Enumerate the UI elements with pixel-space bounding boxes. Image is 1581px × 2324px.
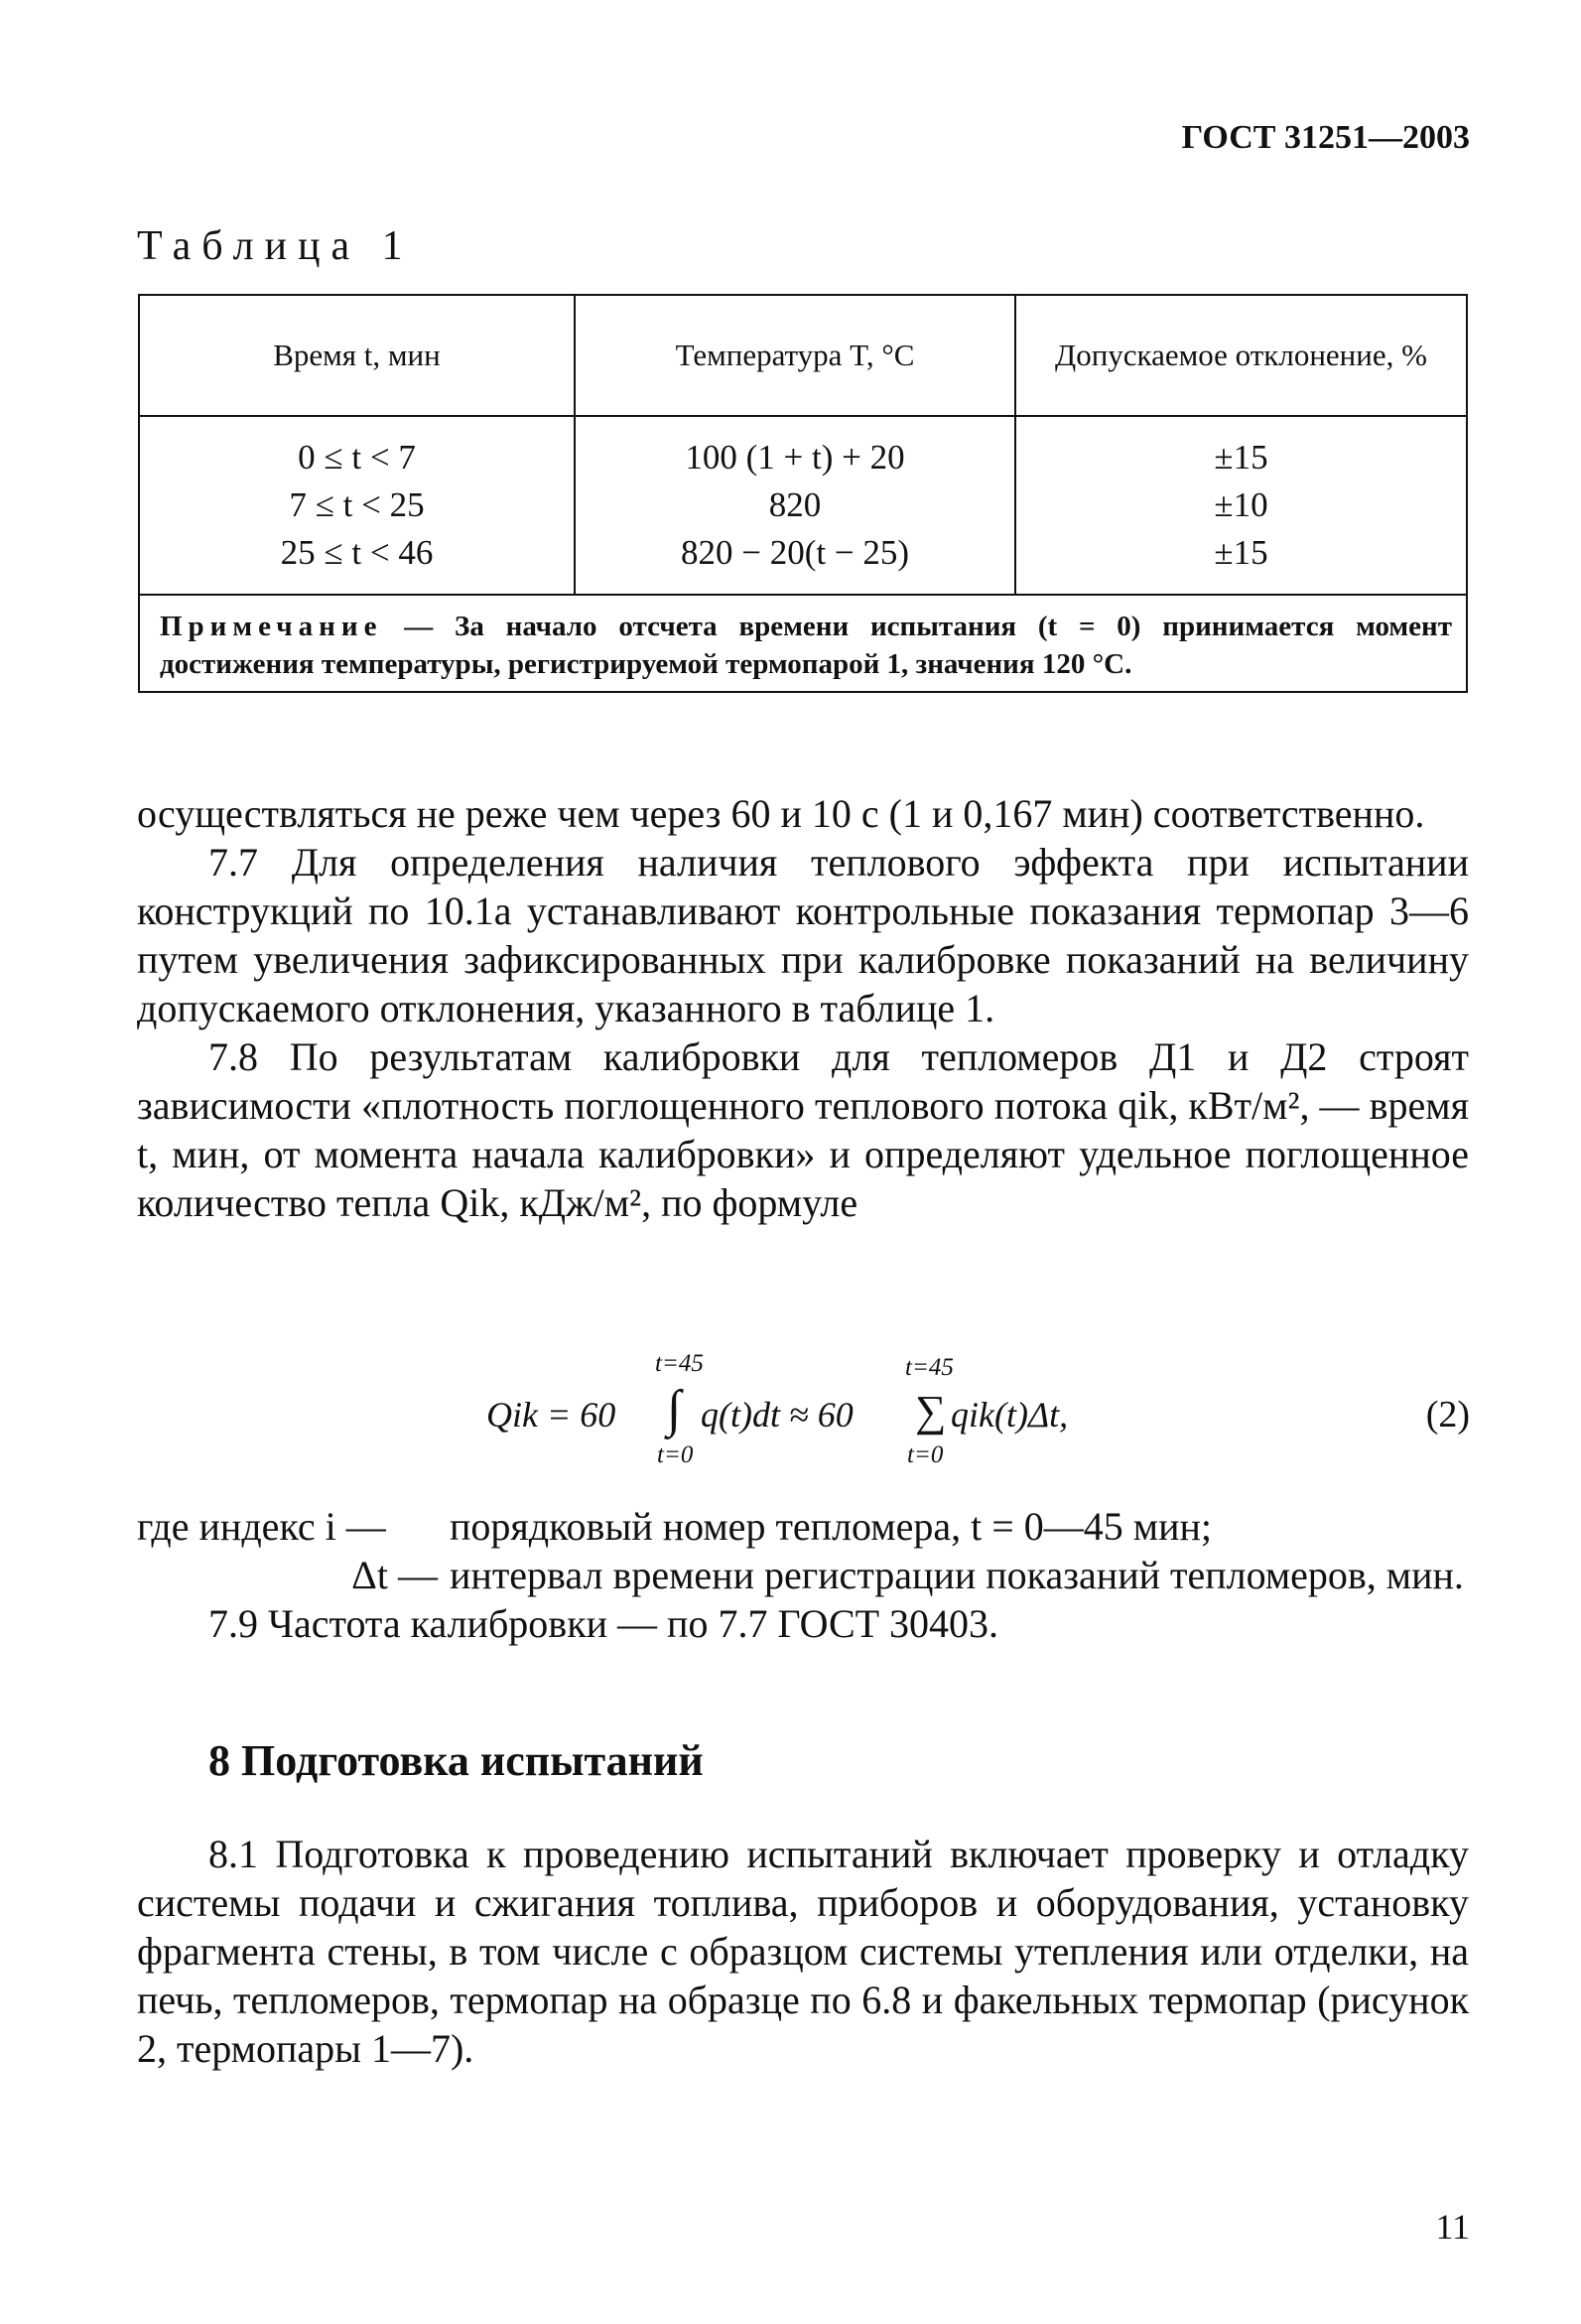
table-cell: 100 (1 + t) + 20: [685, 438, 905, 477]
table-column-temperature: [576, 417, 1016, 594]
table-cell: 820 − 20(t − 25): [680, 533, 909, 572]
table-cell: ±10: [1214, 485, 1268, 524]
definition-term: Δt —: [351, 1553, 438, 1597]
formula-2: [486, 1350, 1181, 1469]
note-text: — За начало отсчета времени испытания (t = 0) принимается момент достижения температуры, регистрируемой термопарой 1, значения 120 °С.: [160, 611, 1452, 680]
document-id: ГОСТ 31251—2003: [1181, 119, 1470, 156]
table-cell: ±15: [1214, 533, 1268, 572]
paragraph-7-7: 7.7 Для определения наличия теплового эффекта при испытании конструкций по 10.1а устанавливают контрольные показания термопар 3—6 путем увеличения зафиксированных при калибровке показаний на величину допускаемого отклонения, указанного в таблице 1.: [137, 840, 1469, 1030]
integral-upper-limit: t=45: [655, 1350, 704, 1377]
equation-number: (2): [1425, 1394, 1470, 1435]
table-data-row: [140, 417, 1466, 596]
table-column-time: [140, 417, 576, 594]
table-header-cell: Время t, мин: [140, 296, 576, 415]
table-title: Таблица 1: [137, 223, 414, 269]
sum-sign: ∑: [915, 1387, 947, 1435]
paragraph-8-1: 8.1 Подготовка к проведению испытаний включает проверку и отладку системы подачи и сжигания топлива, приборов и оборудования, установку фрагмента стены, в том числе с образцом системы утепления или отделки, на печь, тепломеров, термопар на образце по 6.8 и факельных термопар (рисунок 2, термопары 1—7).: [137, 1832, 1469, 2071]
table-1: [138, 294, 1468, 693]
paragraphs-block: [137, 789, 1469, 1227]
integral-lower-limit: t=0: [657, 1441, 694, 1468]
table-cell: 25 ≤ t < 46: [280, 533, 434, 572]
table-cell: 820: [768, 485, 822, 524]
definition-item: [137, 1502, 1469, 1551]
integrand: q(t)dt ≈ 60: [701, 1395, 854, 1435]
integral-sign: ∫: [667, 1381, 682, 1437]
sum-lower-limit: t=0: [907, 1441, 944, 1468]
table-column-deviation: [1016, 417, 1466, 594]
definition-text: порядковый номер тепломера, t = 0—45 мин;: [450, 1504, 1213, 1549]
table-header-cell: Допускаемое отклонение, %: [1055, 338, 1427, 372]
definition-item: [137, 1551, 1469, 1599]
paragraph-8-1-block: [137, 1830, 1469, 2073]
sum-upper-limit: t=45: [905, 1354, 954, 1381]
note-label: Примечание: [160, 611, 383, 642]
definition-text: интервал времени регистрации показаний тепломеров, мин.: [450, 1553, 1464, 1597]
table-note: [140, 596, 1466, 691]
table-header-row: [140, 296, 1466, 417]
table-cell: ±15: [1214, 438, 1268, 477]
formula-lhs: Qik = 60: [486, 1395, 616, 1435]
paragraph-continuation: осуществляться не реже чем через 60 и 10 с (1 и 0,167 мин) соответственно.: [137, 791, 1425, 836]
table-note-row: [140, 596, 1466, 691]
paragraph-7-8: 7.8 По результатам калибровки для тепломеров Д1 и Д2 строят зависимости «плотность поглощенного теплового потока qik, кВт/м², — время t, мин, от момента начала калибровки» и определяют удельное поглощенное количество тепла Qik, кДж/м², по формуле: [137, 1034, 1469, 1225]
summand: qik(t)Δt,: [951, 1395, 1069, 1435]
section-heading: 8 Подготовка испытаний: [208, 1736, 704, 1785]
definitions-list: [137, 1502, 1469, 1648]
page-number: 11: [1435, 2207, 1470, 2247]
table-cell: 0 ≤ t < 7: [298, 438, 416, 477]
table-cell: 7 ≤ t < 25: [289, 485, 425, 524]
definition-term: где индекс i —: [137, 1504, 386, 1549]
paragraph-7-9: 7.9 Частота калибровки — по 7.7 ГОСТ 30403.: [208, 1601, 999, 1646]
table-header-cell: Температура T, °С: [576, 296, 1016, 415]
